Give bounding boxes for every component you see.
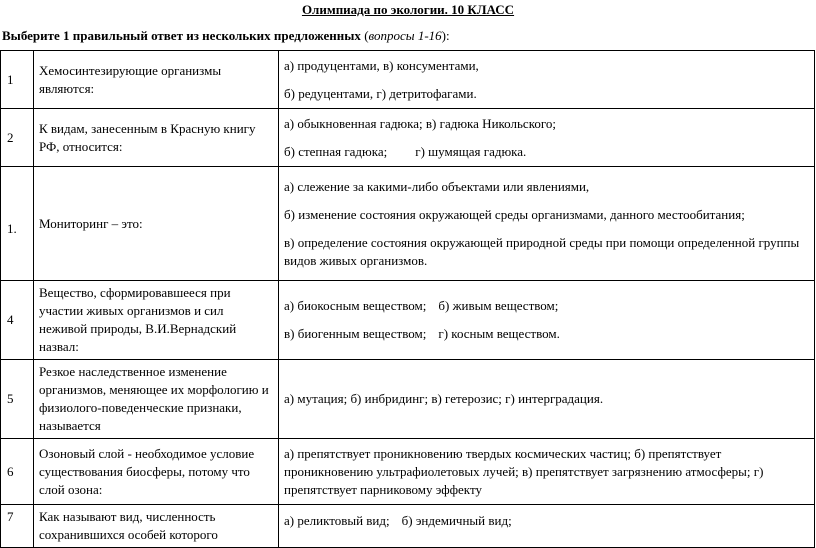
question-text: Хемосинтезирующие организмы являются: [34, 51, 279, 109]
table-row [1, 360, 815, 439]
page-title: Олимпиада по экологии. 10 КЛАСС [301, 2, 515, 17]
answer-option: б) эндемичный вид; [401, 513, 512, 528]
question-number: 5 [1, 360, 34, 439]
question-text: К видам, занесенным в Красную книгу РФ, относится: [34, 109, 279, 167]
instructions-text: Выберите 1 правильный ответ из нескольких предложенных [2, 28, 361, 43]
question-text: Резкое наследственное изменение организмов, меняющее их морфологию и физиолого-поведенческие признаки, называется [34, 360, 279, 439]
question-number: 6 [1, 439, 34, 505]
table-row [1, 51, 815, 109]
question-text: Мониторинг – это: [34, 167, 279, 281]
instructions-range: вопросы 1-16 [368, 28, 442, 43]
answer-options [279, 360, 815, 439]
answer-option-line [284, 325, 808, 343]
answer-options [279, 281, 815, 360]
question-text: Озоновый слой - необходимое условие существования биосферы, потому что слой озона: [34, 439, 279, 505]
answer-option: г) шумящая гадюка. [415, 143, 527, 159]
answer-option-line [284, 508, 808, 530]
question-number: 1 [1, 51, 34, 109]
answer-option-line [284, 143, 808, 161]
answer-options [279, 109, 815, 167]
answer-option: б) степная гадюка; [284, 143, 388, 159]
question-number: 1. [1, 167, 34, 281]
answer-option: а) мутация; б) инбридинг; в) гетерозис; г) интерградация. [284, 391, 604, 406]
questions-table [0, 50, 815, 548]
table-row [1, 109, 815, 167]
table-row [1, 281, 815, 360]
question-number: 2 [1, 109, 34, 167]
answer-option: а) биокосным веществом; [284, 298, 427, 313]
answer-option: а) обыкновенная гадюка; в) гадюка Никольского; [284, 115, 556, 131]
answer-option: в) определение состояния окружающей природной среды при помощи определенной группы видов живых организмов. [284, 234, 800, 268]
answer-option-line [284, 297, 808, 315]
answer-option: г) косным веществом. [438, 326, 560, 341]
answer-options [279, 51, 815, 109]
answer-option: б) редуцентами, г) детритофагами. [284, 85, 477, 101]
question-number: 7 [1, 505, 34, 548]
instructions [2, 28, 450, 44]
instructions-paren-open: ( [360, 28, 369, 43]
answer-option: а) продуцентами, в) консументами, [284, 57, 479, 73]
table-row [1, 439, 815, 505]
answer-option: а) препятствует проникновению твердых космических частиц; б) препятствует проникновению ультрафиолетовых лучей; в) препятствует загрязнению атмосферы; г) препятствует парниковому эффекту [284, 445, 764, 497]
question-text: Как называют вид, численность сохранившихся особей которого [34, 505, 279, 548]
answer-option: а) реликтовый вид; [284, 513, 390, 528]
question-number: 4 [1, 281, 34, 360]
question-text: Вещество, сформировавшееся при участии живых организмов и сил неживой природы, В.И.Вернадский назвал: [34, 281, 279, 360]
instructions-paren-close: ): [441, 28, 450, 43]
answer-option: а) слежение за какими-либо объектами или явлениями, [284, 178, 590, 194]
answer-option: б) изменение состояния окружающей среды организмами, данного местообитания; [284, 206, 745, 222]
table-row [1, 167, 815, 281]
answer-option: б) живым веществом; [438, 298, 559, 313]
answer-options [279, 505, 815, 548]
table-row [1, 505, 815, 548]
answer-options [279, 439, 815, 505]
answer-options [279, 167, 815, 281]
answer-option: в) биогенным веществом; [284, 326, 427, 341]
